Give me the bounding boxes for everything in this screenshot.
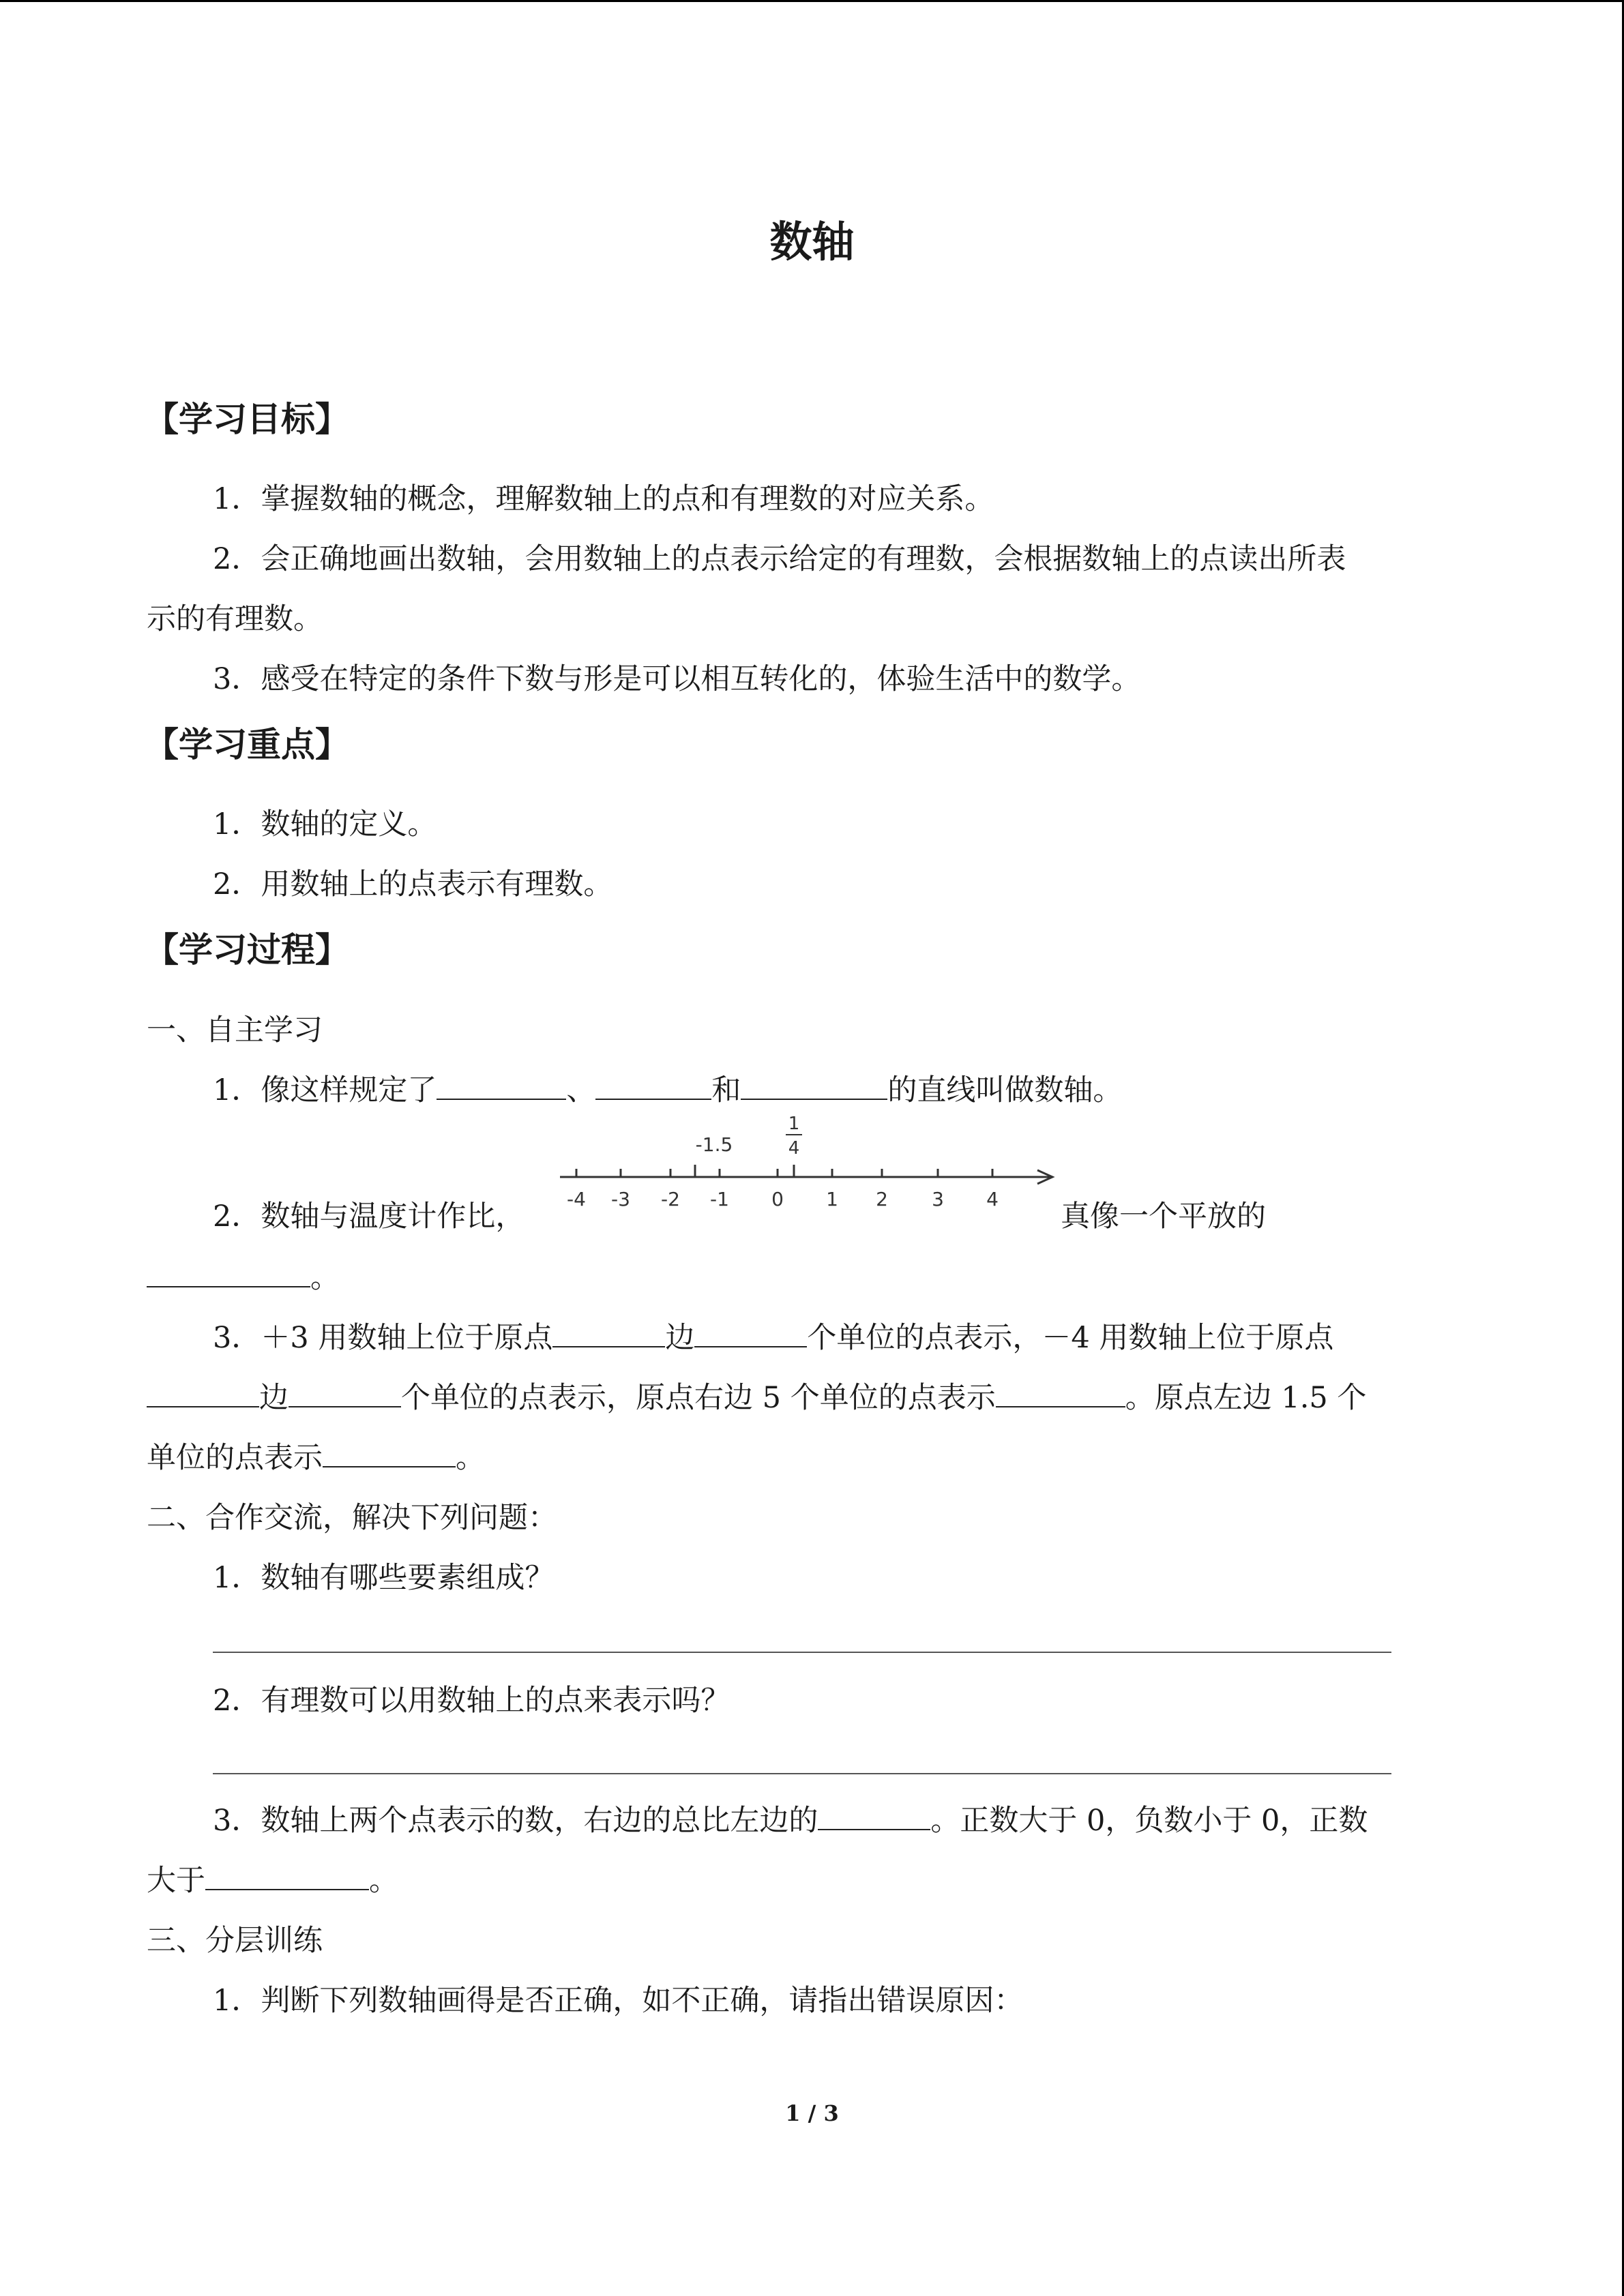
fill-blank[interactable] bbox=[323, 1439, 456, 1467]
page-title: 数轴 bbox=[769, 217, 855, 267]
part2-question-2: 2．有理数可以用数轴上的点来表示吗？ bbox=[213, 1684, 730, 1718]
number-line-label-neg: -1.5 bbox=[695, 1133, 733, 1156]
goal-2-line1: 2．会正确地画出数轴，会用数轴上的点表示给定的有理数，会根据数轴上的点读出所表 bbox=[213, 542, 1346, 576]
answer-line[interactable] bbox=[213, 1652, 1391, 1653]
number-line-tick-label: 3 bbox=[932, 1188, 944, 1210]
fill-blank[interactable] bbox=[741, 1071, 887, 1100]
fill-blank[interactable] bbox=[147, 1379, 259, 1407]
number-line-fraction-denominator: 4 bbox=[788, 1138, 800, 1159]
number-line-tick-label: 0 bbox=[771, 1188, 784, 1210]
number-line-ticks bbox=[576, 1165, 992, 1177]
goal-2-line2: 示的有理数。 bbox=[147, 602, 323, 636]
part1-question-3-line2: 边 个单位的点表示，原点右边 5 个单位的点表示 。原点左边 1.5 个 bbox=[147, 1375, 1366, 1416]
fill-blank[interactable] bbox=[289, 1379, 401, 1407]
number-line-tick-label: -2 bbox=[661, 1188, 680, 1210]
goal-1: 1．掌握数轴的概念，理解数轴上的点和有理数的对应关系。 bbox=[213, 482, 994, 516]
fill-blank[interactable] bbox=[595, 1071, 711, 1100]
fill-blank[interactable] bbox=[552, 1319, 665, 1347]
part1-heading: 一、自主学习 bbox=[147, 1013, 323, 1047]
part1-question-2-answer: 。 bbox=[147, 1255, 340, 1296]
fill-blank[interactable] bbox=[205, 1862, 369, 1890]
fill-blank[interactable] bbox=[818, 1802, 930, 1830]
number-line-tick-label: 4 bbox=[986, 1188, 999, 1210]
part2-heading: 二、合作交流，解决下列问题： bbox=[147, 1501, 557, 1535]
part2-question-3-line1: 3．数轴上两个点表示的数，右边的总比左边的 。正数大于 0，负数小于 0，正数 bbox=[213, 1798, 1368, 1839]
fill-blank[interactable] bbox=[694, 1319, 807, 1347]
section-heading-goals: 【学习目标】 bbox=[145, 400, 349, 439]
number-line-tick-labels bbox=[567, 1188, 999, 1210]
section-heading-process: 【学习过程】 bbox=[145, 930, 349, 970]
number-line-figure bbox=[556, 1110, 1064, 1221]
number-line-tick-label: 2 bbox=[876, 1188, 888, 1210]
part1-question-1: 1．像这样规定了 、 和 的直线叫做数轴。 bbox=[213, 1067, 1122, 1109]
part3-question-1: 1．判断下列数轴画得是否正确，如不正确，请指出错误原因： bbox=[213, 1984, 1024, 2018]
answer-line[interactable] bbox=[213, 1773, 1391, 1774]
number-line-tick-label: -3 bbox=[611, 1188, 630, 1210]
focus-1: 1．数轴的定义。 bbox=[213, 807, 437, 841]
number-line-tick-label: 1 bbox=[826, 1188, 838, 1210]
fill-blank[interactable] bbox=[437, 1071, 566, 1100]
number-line-tick-label: -4 bbox=[567, 1188, 586, 1210]
focus-2: 2．用数轴上的点表示有理数。 bbox=[213, 867, 613, 901]
part1-question-3-line1: 3．＋3 用数轴上位于原点 边 个单位的点表示，－4 用数轴上位于原点 bbox=[213, 1315, 1333, 1356]
part1-question-2-tail: 真像一个平放的 bbox=[1061, 1199, 1266, 1234]
fill-blank[interactable] bbox=[147, 1259, 310, 1287]
number-line-fraction-numerator: 1 bbox=[788, 1114, 800, 1134]
part1-question-2-text: 2．数轴与温度计作比， bbox=[213, 1199, 525, 1234]
fill-blank[interactable] bbox=[996, 1379, 1125, 1407]
section-heading-focus: 【学习重点】 bbox=[145, 725, 349, 764]
page-number: 1 / 3 bbox=[785, 2100, 839, 2126]
part3-heading: 三、分层训练 bbox=[147, 1924, 323, 1958]
part2-question-1: 1．数轴有哪些要素组成？ bbox=[213, 1561, 555, 1595]
part2-question-3-line2: 大于 。 bbox=[147, 1858, 398, 1899]
goal-3: 3．感受在特定的条件下数与形是可以相互转化的，体验生活中的数学。 bbox=[213, 662, 1141, 696]
number-line-tick-label: -1 bbox=[710, 1188, 729, 1210]
page-top-border bbox=[0, 0, 1624, 2]
part1-question-3-line3: 单位的点表示 。 bbox=[147, 1435, 485, 1476]
